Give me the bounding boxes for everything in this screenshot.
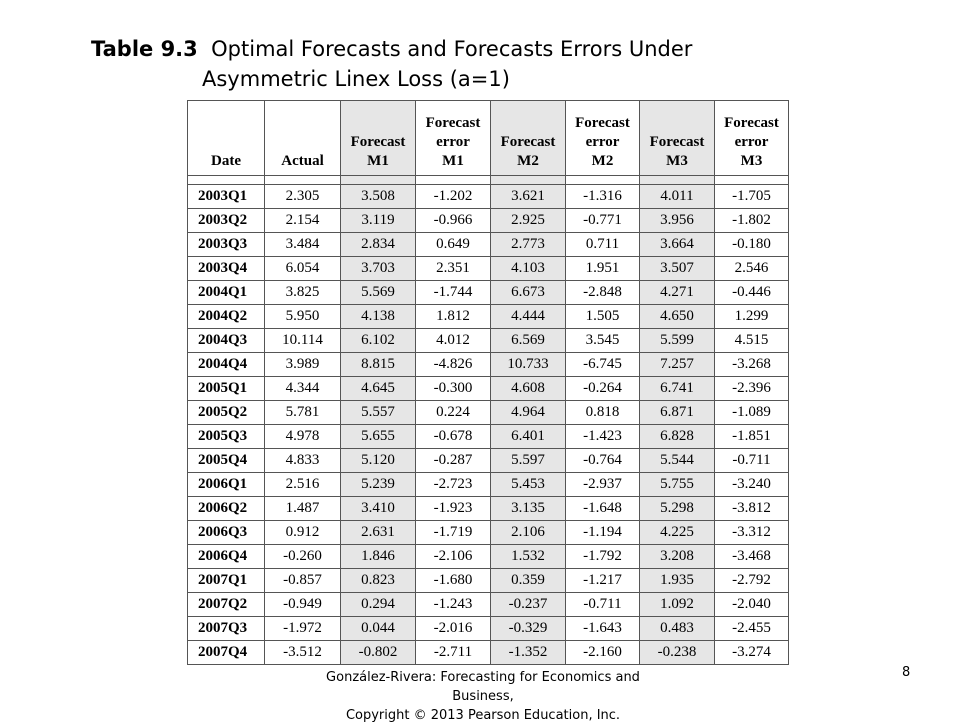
date-cell: 2005Q2: [188, 401, 265, 425]
value-cell: -2.937: [566, 473, 640, 497]
value-cell: 10.114: [265, 329, 341, 353]
value-cell: -0.238: [640, 641, 715, 665]
table-row: [188, 617, 789, 641]
value-cell: 1.951: [566, 257, 640, 281]
column-header-line: M3: [740, 153, 763, 169]
date-cell: 2007Q4: [188, 641, 265, 665]
value-cell: 7.257: [640, 353, 715, 377]
value-cell: -1.423: [566, 425, 640, 449]
value-cell: 1.299: [715, 305, 789, 329]
value-cell: -0.711: [715, 449, 789, 473]
value-cell: 6.401: [491, 425, 566, 449]
value-cell: 5.544: [640, 449, 715, 473]
value-cell: 4.011: [640, 185, 715, 209]
value-cell: 4.608: [491, 377, 566, 401]
table-row: [188, 641, 789, 665]
date-cell: 2003Q1: [188, 185, 265, 209]
value-cell: 2.546: [715, 257, 789, 281]
table-row: [188, 305, 789, 329]
value-cell: 3.507: [640, 257, 715, 281]
column-header-line: Forecast: [724, 115, 779, 131]
date-cell: 2006Q2: [188, 497, 265, 521]
value-cell: 0.224: [416, 401, 491, 425]
value-cell: -2.040: [715, 593, 789, 617]
value-cell: 4.012: [416, 329, 491, 353]
footer-citation: [298, 668, 668, 725]
value-cell: -3.512: [265, 641, 341, 665]
value-cell: 0.823: [341, 569, 416, 593]
value-cell: 3.508: [341, 185, 416, 209]
value-cell: -1.194: [566, 521, 640, 545]
column-header: [640, 101, 715, 176]
value-cell: -2.723: [416, 473, 491, 497]
value-cell: 2.154: [265, 209, 341, 233]
value-cell: 2.834: [341, 233, 416, 257]
value-cell: 6.054: [265, 257, 341, 281]
table-row: [188, 233, 789, 257]
table-row: [188, 329, 789, 353]
value-cell: -0.857: [265, 569, 341, 593]
value-cell: 6.102: [341, 329, 416, 353]
value-cell: -1.802: [715, 209, 789, 233]
value-cell: -3.312: [715, 521, 789, 545]
spacer-cell: [566, 176, 640, 185]
value-cell: -0.949: [265, 593, 341, 617]
date-cell: 2007Q2: [188, 593, 265, 617]
column-header-line: M1: [367, 153, 389, 169]
value-cell: 0.044: [341, 617, 416, 641]
column-header-line: error: [436, 134, 470, 150]
value-cell: -0.180: [715, 233, 789, 257]
table-row: [188, 569, 789, 593]
value-cell: 4.444: [491, 305, 566, 329]
value-cell: -2.711: [416, 641, 491, 665]
value-cell: -4.826: [416, 353, 491, 377]
date-cell: 2004Q1: [188, 281, 265, 305]
value-cell: -1.202: [416, 185, 491, 209]
column-header-line: Forecast: [425, 115, 481, 131]
value-cell: 4.138: [341, 305, 416, 329]
value-cell: -0.287: [416, 449, 491, 473]
value-cell: -1.923: [416, 497, 491, 521]
table-row: [188, 377, 789, 401]
date-cell: 2005Q1: [188, 377, 265, 401]
date-cell: 2005Q4: [188, 449, 265, 473]
value-cell: -1.243: [416, 593, 491, 617]
value-cell: 3.703: [341, 257, 416, 281]
spacer-cell: [416, 176, 491, 185]
table-row: [188, 425, 789, 449]
title-line-1: Optimal Forecasts and Forecasts Errors Under: [211, 37, 693, 61]
value-cell: 3.989: [265, 353, 341, 377]
spacer-cell: [188, 176, 265, 185]
value-cell: 4.271: [640, 281, 715, 305]
column-header: [491, 101, 566, 176]
value-cell: -1.851: [715, 425, 789, 449]
table-row: [188, 209, 789, 233]
value-cell: 3.410: [341, 497, 416, 521]
forecast-table: [187, 100, 789, 665]
date-cell: 2006Q1: [188, 473, 265, 497]
column-header: [416, 101, 491, 176]
value-cell: 10.733: [491, 353, 566, 377]
value-cell: -0.237: [491, 593, 566, 617]
value-cell: -2.792: [715, 569, 789, 593]
date-cell: 2004Q3: [188, 329, 265, 353]
value-cell: -1.089: [715, 401, 789, 425]
date-cell: 2007Q3: [188, 617, 265, 641]
column-header: [188, 101, 265, 176]
column-header-line: Actual: [281, 153, 324, 169]
value-cell: -1.352: [491, 641, 566, 665]
value-cell: 1.846: [341, 545, 416, 569]
table-row: [188, 281, 789, 305]
value-cell: 2.516: [265, 473, 341, 497]
value-cell: 5.781: [265, 401, 341, 425]
value-cell: -0.966: [416, 209, 491, 233]
value-cell: -3.812: [715, 497, 789, 521]
value-cell: -1.316: [566, 185, 640, 209]
column-header-line: Forecast: [350, 134, 406, 150]
column-header-line: M2: [517, 153, 539, 169]
column-header-line: Forecast: [649, 134, 705, 150]
value-cell: 4.833: [265, 449, 341, 473]
value-cell: 4.344: [265, 377, 341, 401]
value-cell: 5.597: [491, 449, 566, 473]
value-cell: 4.650: [640, 305, 715, 329]
value-cell: -0.264: [566, 377, 640, 401]
value-cell: 0.359: [491, 569, 566, 593]
value-cell: -6.745: [566, 353, 640, 377]
value-cell: 6.569: [491, 329, 566, 353]
spacer-cell: [265, 176, 341, 185]
value-cell: 6.828: [640, 425, 715, 449]
value-cell: 0.818: [566, 401, 640, 425]
value-cell: -1.744: [416, 281, 491, 305]
title-line-2: Asymmetric Linex Loss (a=1): [202, 67, 510, 91]
value-cell: 5.557: [341, 401, 416, 425]
value-cell: 1.935: [640, 569, 715, 593]
value-cell: 0.711: [566, 233, 640, 257]
value-cell: 0.912: [265, 521, 341, 545]
value-cell: 5.120: [341, 449, 416, 473]
value-cell: 0.649: [416, 233, 491, 257]
date-cell: 2005Q3: [188, 425, 265, 449]
value-cell: 1.092: [640, 593, 715, 617]
column-header-line: M1: [442, 153, 464, 169]
value-cell: -0.802: [341, 641, 416, 665]
column-header: [715, 101, 789, 176]
value-cell: -3.274: [715, 641, 789, 665]
column-header-line: M3: [666, 153, 688, 169]
table-row: [188, 401, 789, 425]
value-cell: 2.631: [341, 521, 416, 545]
value-cell: -2.160: [566, 641, 640, 665]
value-cell: 3.484: [265, 233, 341, 257]
value-cell: 5.599: [640, 329, 715, 353]
header-row: [188, 101, 789, 176]
value-cell: 3.208: [640, 545, 715, 569]
column-header: [265, 101, 341, 176]
value-cell: 8.815: [341, 353, 416, 377]
table-row: [188, 473, 789, 497]
value-cell: 6.871: [640, 401, 715, 425]
table-row: [188, 353, 789, 377]
value-cell: 5.298: [640, 497, 715, 521]
date-cell: 2004Q4: [188, 353, 265, 377]
value-cell: 4.964: [491, 401, 566, 425]
footer-line-2: Copyright © 2013 Pearson Education, Inc.: [345, 708, 621, 723]
page-number: 8: [902, 665, 911, 680]
table-row: [188, 497, 789, 521]
value-cell: 5.239: [341, 473, 416, 497]
value-cell: 1.532: [491, 545, 566, 569]
table-row: [188, 449, 789, 473]
footer-line-1: González-Rivera: Forecasting for Economics and Business,: [326, 670, 640, 704]
value-cell: -1.972: [265, 617, 341, 641]
value-cell: -2.455: [715, 617, 789, 641]
value-cell: -2.016: [416, 617, 491, 641]
value-cell: 5.755: [640, 473, 715, 497]
value-cell: -0.446: [715, 281, 789, 305]
value-cell: -1.792: [566, 545, 640, 569]
spacer-cell: [640, 176, 715, 185]
value-cell: -0.771: [566, 209, 640, 233]
value-cell: -1.643: [566, 617, 640, 641]
table-body: [188, 176, 789, 665]
value-cell: -0.764: [566, 449, 640, 473]
header-spacer-row: [188, 176, 789, 185]
date-cell: 2003Q2: [188, 209, 265, 233]
column-header: [566, 101, 640, 176]
value-cell: -1.719: [416, 521, 491, 545]
value-cell: -3.240: [715, 473, 789, 497]
value-cell: 4.515: [715, 329, 789, 353]
value-cell: 0.294: [341, 593, 416, 617]
value-cell: 1.505: [566, 305, 640, 329]
value-cell: 1.812: [416, 305, 491, 329]
spacer-cell: [491, 176, 566, 185]
value-cell: 2.925: [491, 209, 566, 233]
spacer-cell: [341, 176, 416, 185]
value-cell: 5.453: [491, 473, 566, 497]
column-header-line: Forecast: [500, 134, 556, 150]
value-cell: -1.680: [416, 569, 491, 593]
value-cell: -0.678: [416, 425, 491, 449]
value-cell: 4.225: [640, 521, 715, 545]
value-cell: 3.825: [265, 281, 341, 305]
value-cell: 3.956: [640, 209, 715, 233]
value-cell: 4.978: [265, 425, 341, 449]
column-header-line: Date: [211, 153, 241, 169]
value-cell: 6.673: [491, 281, 566, 305]
value-cell: -2.848: [566, 281, 640, 305]
value-cell: 4.645: [341, 377, 416, 401]
table-row: [188, 521, 789, 545]
table-row: [188, 185, 789, 209]
column-header-line: Forecast: [575, 115, 630, 131]
value-cell: 6.741: [640, 377, 715, 401]
date-cell: 2006Q3: [188, 521, 265, 545]
slide-title: [91, 34, 692, 94]
table-row: [188, 545, 789, 569]
value-cell: 2.773: [491, 233, 566, 257]
value-cell: 2.106: [491, 521, 566, 545]
value-cell: 3.621: [491, 185, 566, 209]
table-row: [188, 593, 789, 617]
value-cell: 3.135: [491, 497, 566, 521]
value-cell: -3.268: [715, 353, 789, 377]
value-cell: 3.664: [640, 233, 715, 257]
value-cell: 5.950: [265, 305, 341, 329]
value-cell: -1.648: [566, 497, 640, 521]
column-header-line: error: [585, 134, 620, 150]
value-cell: 3.119: [341, 209, 416, 233]
value-cell: 0.483: [640, 617, 715, 641]
date-cell: 2003Q3: [188, 233, 265, 257]
value-cell: -0.300: [416, 377, 491, 401]
value-cell: -0.329: [491, 617, 566, 641]
value-cell: 3.545: [566, 329, 640, 353]
table-row: [188, 257, 789, 281]
value-cell: -1.705: [715, 185, 789, 209]
value-cell: -2.396: [715, 377, 789, 401]
value-cell: 1.487: [265, 497, 341, 521]
column-header-line: M2: [591, 153, 614, 169]
date-cell: 2006Q4: [188, 545, 265, 569]
column-header: [341, 101, 416, 176]
value-cell: -0.260: [265, 545, 341, 569]
column-header-line: error: [734, 134, 769, 150]
value-cell: -3.468: [715, 545, 789, 569]
value-cell: 2.351: [416, 257, 491, 281]
date-cell: 2003Q4: [188, 257, 265, 281]
value-cell: 5.569: [341, 281, 416, 305]
table-number: Table 9.3: [91, 37, 198, 61]
value-cell: 4.103: [491, 257, 566, 281]
date-cell: 2004Q2: [188, 305, 265, 329]
value-cell: 5.655: [341, 425, 416, 449]
value-cell: -0.711: [566, 593, 640, 617]
value-cell: -1.217: [566, 569, 640, 593]
value-cell: 2.305: [265, 185, 341, 209]
spacer-cell: [715, 176, 789, 185]
value-cell: -2.106: [416, 545, 491, 569]
date-cell: 2007Q1: [188, 569, 265, 593]
